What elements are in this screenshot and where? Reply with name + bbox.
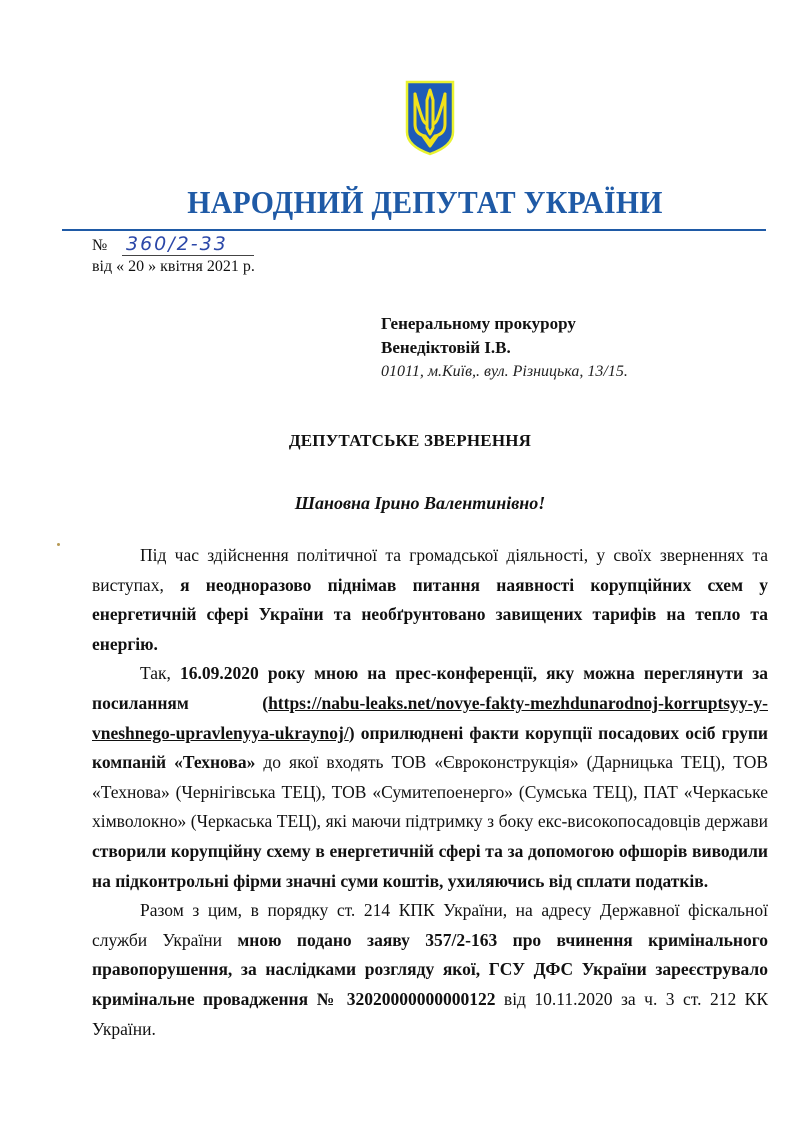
addressee-name: Венедіктовій І.В. (381, 338, 511, 357)
p2-text-2: до якої входять ТОВ «Євроконструкція» (Дарницька ТЕЦ), ТОВ «Технова» (Чернігівська ТЕЦ), ТОВ «Сумитепоенерго» (Сумська ТЕЦ), ПАТ «Черкаське хімволокно» (Черкаська ТЕЦ), які маючи підтримку з боку екс-високопосадовців держави (92, 752, 768, 832)
addressee-position: Генеральному прокурору (381, 314, 576, 333)
p2-bold-1: 16.09.2020 року мною на прес-конференції, яку можна переглянути за посиланням ( (92, 663, 768, 713)
addressee-block (381, 312, 628, 384)
addressee-address: 01011, м.Київ,. вул. Різницька, 13/15. (381, 363, 628, 380)
number-sign: № (92, 237, 108, 254)
ukraine-coat-of-arms-icon (405, 80, 455, 156)
document-date: від « 20 » квітня 2021 р. (92, 258, 255, 275)
p2-bold-2: ) оприлюднені факти корупції посадових осіб групи компаній «Технова» (92, 722, 768, 773)
handwritten-number: 360/2-33 (122, 233, 254, 256)
p3-text-1: Разом з цим, в порядку ст. 214 КПК України, на адресу Державної фіскальної служби України (92, 900, 768, 950)
document-type-heading: ДЕПУТАТСЬКЕ ЗВЕРНЕННЯ (288, 431, 532, 450)
p3-text-2: від 10.11.2020 за ч. 3 ст. 212 КК України. (92, 988, 769, 1039)
scan-speck (57, 543, 60, 546)
letterhead-divider (62, 229, 766, 231)
paragraph-1 (92, 541, 768, 659)
letter-body (92, 541, 768, 1044)
p1-bold: я неодноразово піднімав питання наявності корупційних схем у енергетичній сфері України та необґрунтовано завищених тарифів на тепло та енергію. (92, 574, 768, 654)
letterhead-title: НАРОДНИЙ ДЕПУТАТ УКРАЇНИ (187, 184, 663, 220)
p1-text: Під час здійснення політичної та громадської діяльності, у своїх зверненнях та виступах, (92, 545, 768, 595)
salutation: Шановна Ірино Валентинівно! (294, 493, 546, 513)
paragraph-2 (92, 659, 768, 896)
p3-bold: мною подано заяву 357/2-163 про вчинення кримінального правопорушення, за наслідками розгляду якої, ГСУ ДФС України зареєструвало кримінальне провадження № 32020000000000122 (92, 929, 768, 1009)
p2-bold-3: створили корупційну схему в енергетичній сфері та за допомогою офшорів виводили на підконтрольні фірми значні суми коштів, ухиляючись від сплати податків. (92, 840, 768, 891)
p2-text-1: Так, (140, 663, 181, 684)
paragraph-3 (92, 896, 768, 1044)
press-conference-link[interactable]: https://nabu-leaks.net/novye-fakty-mezhdunarodnoj-korruptsyy-y-vneshnego-upravlenyya-ukraynoj/ (92, 692, 768, 743)
document-number (92, 233, 254, 257)
